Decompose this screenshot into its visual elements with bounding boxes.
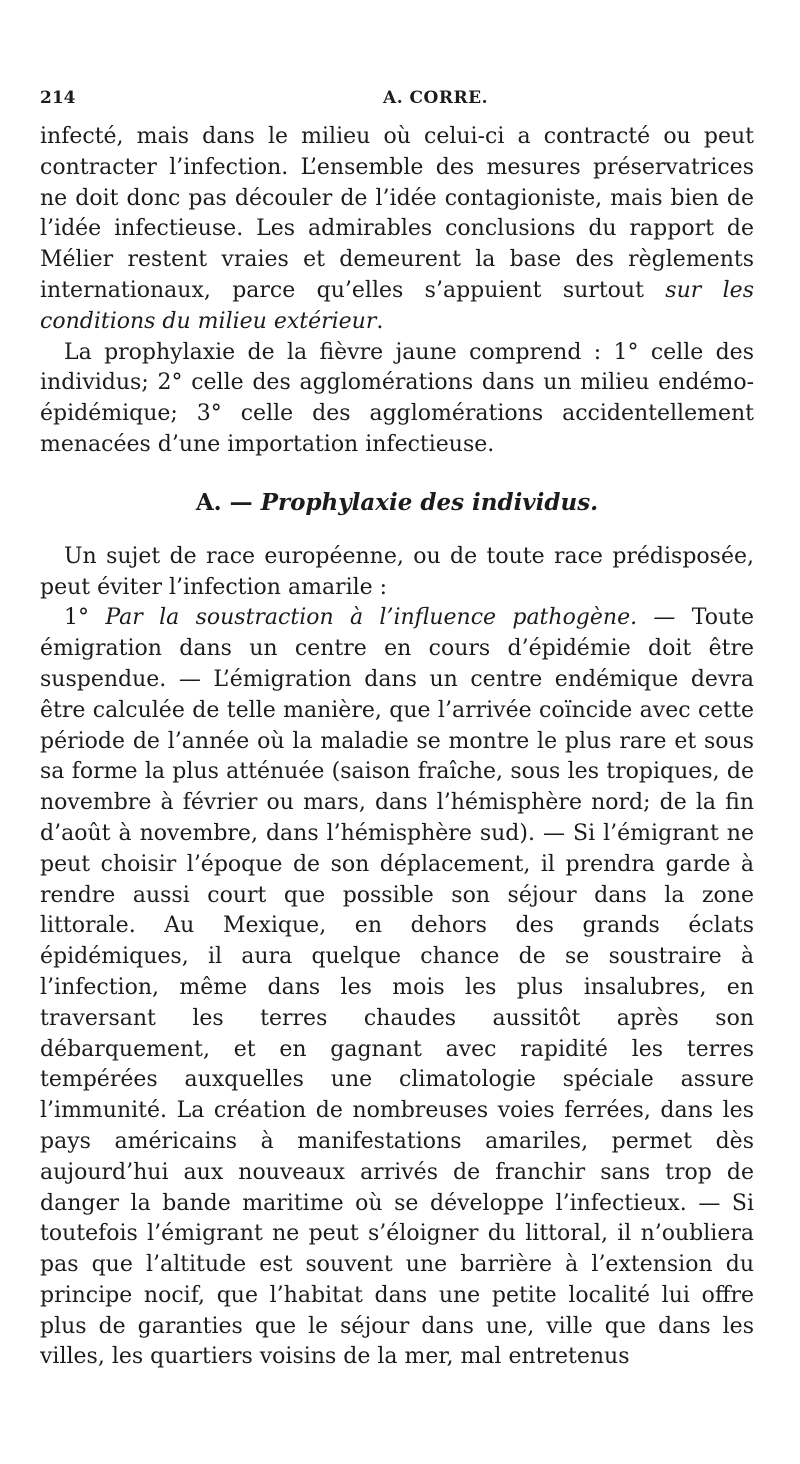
page-header [40, 88, 760, 114]
section-letter: A. — [195, 488, 253, 516]
paragraph-text: infecté, mais dans le milieu où celui-ci a contracté ou peut contracter l’infection. L’ensemble des mesures préservatrices ne doit donc pas découler de l’idée contagioniste, mais bien de l’idée infectieuse. Les admirables conclusions du rapport de Mélier restent vraies et demeurent la base des règlements internationaux, parce qu’elles s’appuient surtout [40, 124, 754, 303]
body-text [40, 122, 754, 1373]
section-title: Prophylaxie des individus. [260, 488, 599, 516]
section-heading [40, 461, 754, 542]
emphasis-text: sur les conditions du milieu extérieur [40, 277, 754, 334]
paragraph-text-end: . [376, 308, 384, 334]
paragraph-sujet: Un sujet de race européenne, ou de toute race prédisposée, peut éviter l’infection amarile : [40, 543, 754, 600]
item-number: 1° [64, 605, 89, 631]
item-title: Par la soustraction à l’influence pathogène. [105, 605, 638, 631]
page-number: 214 [40, 88, 76, 108]
paragraph-text: — Toute émigration dans un centre en cours d’épidémie doit être suspendue. — L’émigration dans un centre endémique devra être calculée de telle manière, que l’arrivée coïncide avec cette période de l’année où la maladie se montre le plus rare et sous sa forme la plus atténuée (saison fraîche, sous les tropiques, de novembre à février ou mars, dans l’hémisphère nord; de la fin d’août à novembre, dans l’hémisphère sud). — Si l’émigrant ne peut choisir l’époque de son déplacement, il prendra garde à rendre aussi court que possible son séjour dans la zone littorale. Au Mexique, en dehors des grands éclats épidémiques, il aura quelque chance de se soustraire à l’infection, même dans les mois les plus insalubres, en traversant les terres chaudes aussitôt après son débarquement, et en gagnant avec rapidité les terres tempérées auxquelles une climatologie spéciale assure l’immunité. La création de nombreuses voies ferrées, dans les pays américains à manifestations amariles, permet dès aujourd’hui aux nouveaux arrivés de franchir sans trop de danger la bande maritime où se développe l’infectieux. — Si toutefois l’émigrant ne peut s’éloigner du littoral, il n’oubliera pas que l’altitude est souvent une barrière à l’extension du principe nocif, que l’habitat dans une petite localité lui offre plus de garanties que le séjour dans une, ville que dans les villes, les quartiers voisins de la mer, mal entretenus [40, 605, 754, 1370]
paragraph-soustraction [40, 603, 754, 1373]
paragraph-prophylaxie: La prophylaxie de la fièvre jaune comprend : 1° celle des individus; 2° celle des agglomérations dans un milieu endémo-épidémique; 3° celle des agglomérations accidentellement menacées d’une importation infectieuse. [40, 339, 754, 457]
paragraph-continuation [40, 122, 754, 338]
running-head: A. CORRE. [383, 88, 488, 108]
